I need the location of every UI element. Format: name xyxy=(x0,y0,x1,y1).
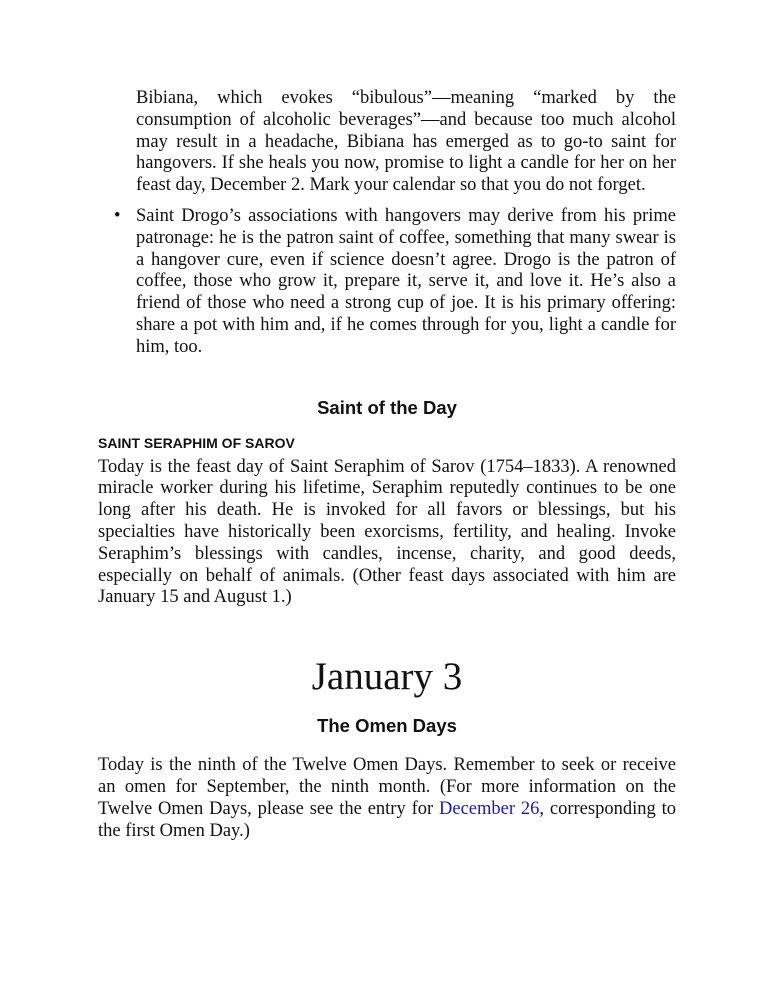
omen-text-after-link: , corresponding to the first Omen Day.) xyxy=(98,798,676,841)
page-content xyxy=(98,88,676,842)
saint-of-the-day-heading: Saint of the Day xyxy=(317,396,457,418)
day-title: January 3 xyxy=(311,655,463,699)
continued-bullet-paragraph: Bibiana, which evokes “bibulous”—meaning “marked by the consumption of alcoholic beverages”—and because too much alcohol may result in a headache, Bibiana has emerged as to go-to saint for hangovers. If she heals you now, promise to light a candle for her on her feast day, December 2. Mark your calendar so that you do not forget. xyxy=(136,88,676,196)
omen-text-before-link: Today is the ninth of the Twelve Omen Days. Remember to seek or receive an omen for September, the ninth month. (For more information on the Twelve Omen Days, please see the entry for xyxy=(98,755,676,819)
december-26-link[interactable]: December 26 xyxy=(439,798,540,819)
omen-days-paragraph xyxy=(98,755,676,842)
bullet-marker: • xyxy=(114,205,121,226)
bullet-list xyxy=(98,206,676,359)
saint-paragraph: Today is the feast day of Saint Seraphim of Sarov (1754–1833). A renowned miracle worker during his lifetime, Seraphim reputedly continues to be one long after his death. He is invoked for all favors or blessings, but his specialties have historically been exorcisms, fertility, and healing. Invoke Seraphim’s blessings with candles, incense, charity, and good deeds, especially on behalf of animals. (Other feast days associated with him are January 15 and August 1.) xyxy=(98,456,676,608)
bullet-item-saint-drogo xyxy=(98,206,676,359)
bullet-text: Saint Drogo’s associations with hangovers may derive from his prime patronage: he is the patron saint of coffee, something that many swear is a hangover cure, even if science doesn’t agree. Drogo is the patron of coffee, those who grow it, prepare it, serve it, and love it. He’s also a friend of those who need a strong cup of joe. It is his primary offering: share a pot with him and, if he comes through for you, light a candle for him, too. xyxy=(136,205,676,357)
saint-name-subheading: SAINT SERAPHIM OF SAROV xyxy=(98,434,295,451)
omen-days-heading: The Omen Days xyxy=(317,715,457,737)
